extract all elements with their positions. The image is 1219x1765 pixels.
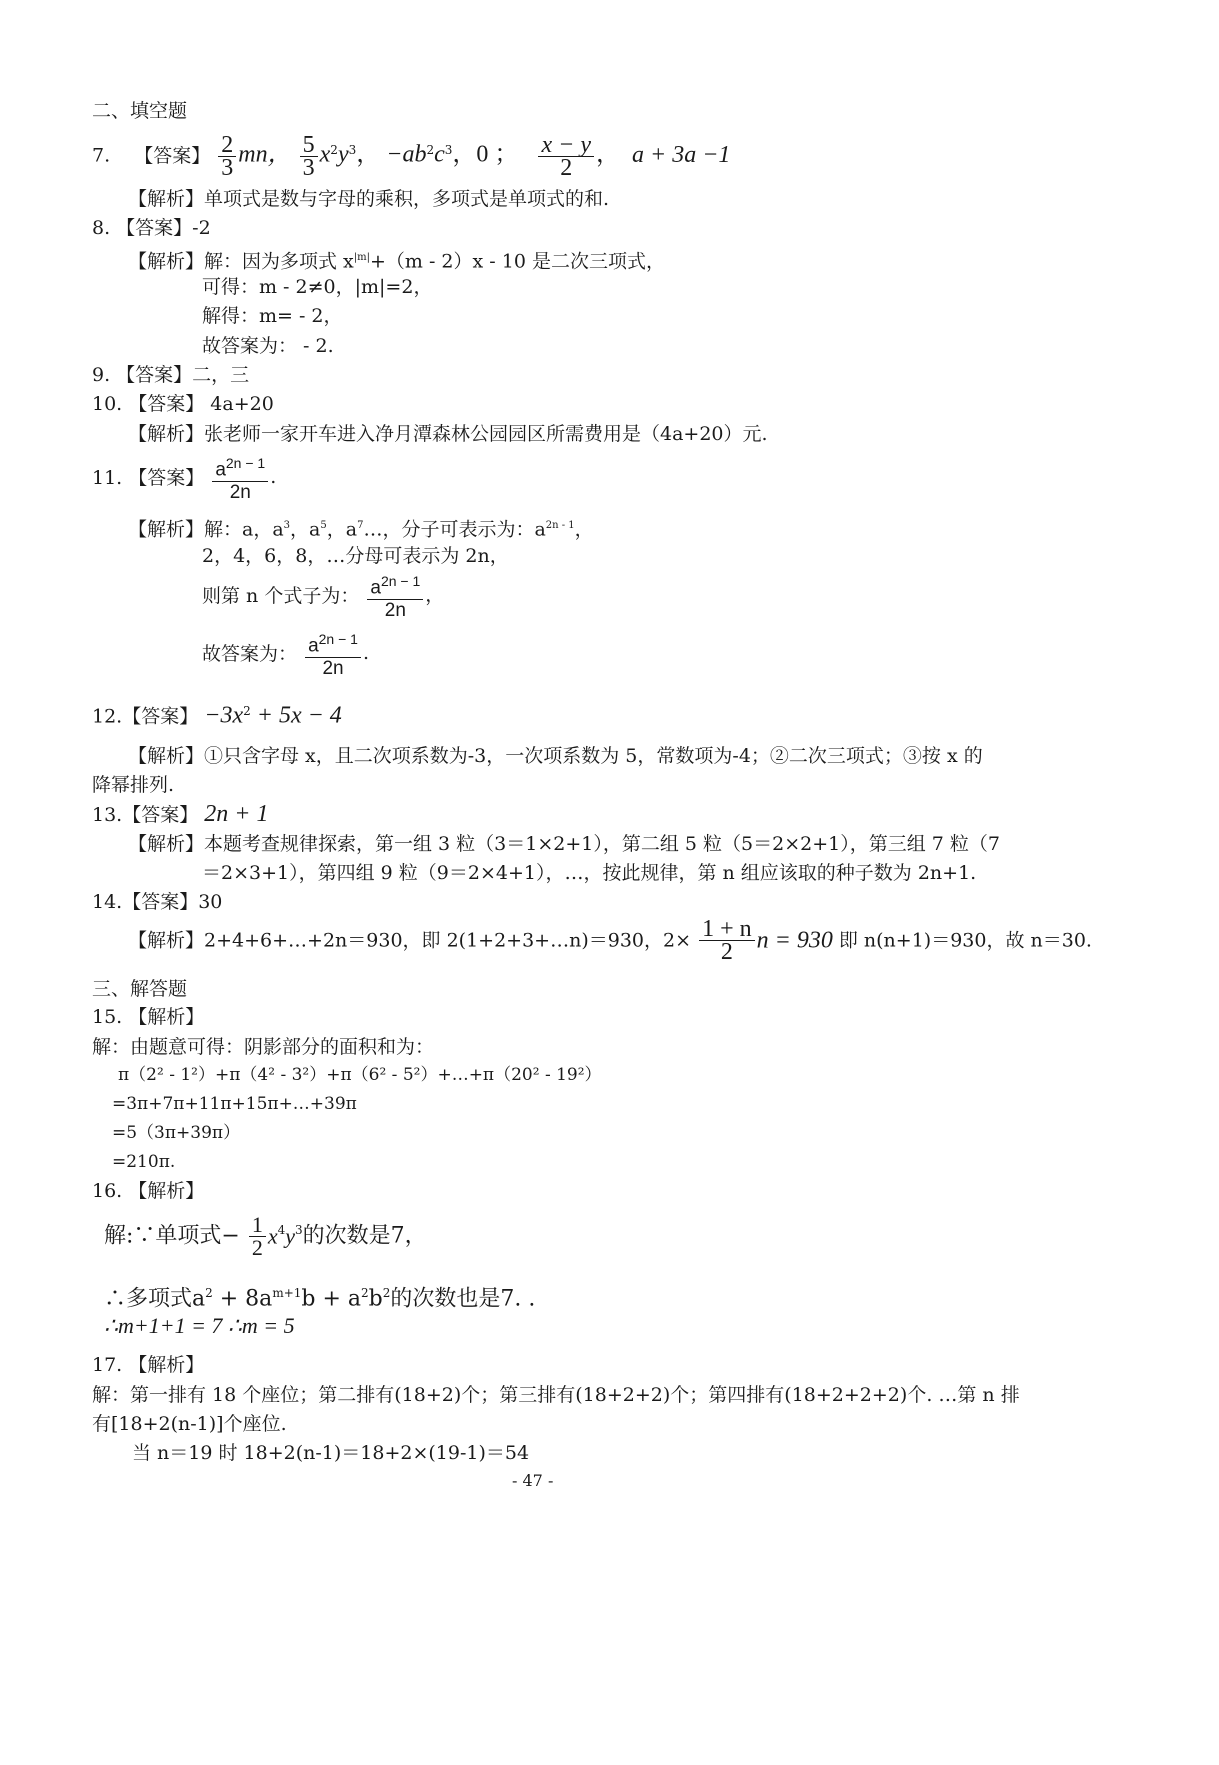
q11-answer-fraction: $\frac{a^{2n - 1}}{2n}$ [212, 452, 268, 504]
q7-fraction-2: $\frac{5}{3}$ [300, 134, 318, 179]
q7-fraction-3: $\frac{x - y}{2}$ [538, 134, 594, 179]
q10-answer: 10. 【答案】 4a+20 [92, 393, 274, 415]
q11-analysis-line-2: 2，4，6，8，…分母可表示为 2n， [202, 545, 509, 567]
q8-analysis-line-2: 可得：m - 2≠0，|m|=2， [202, 276, 433, 298]
section-heading-fill-blank: 二、填空题 [92, 100, 188, 122]
q12-answer-line: 12.【答案】 $-3x^2 + 5x - 4$ [92, 702, 342, 729]
q13-analysis-line-2: ＝2×3+1），第四组 9 粒（9＝2×4+1），…，按此规律，第 n 组应该取的种子数为 2n+1. [202, 862, 977, 884]
q7-number: 7. [92, 144, 111, 167]
q15-line-3: =3π+7π+11π+15π+…+39π [112, 1094, 357, 1114]
q17-line-3: 当 n＝19 时 18+2(n-1)＝18+2×(19-1)＝54 [132, 1442, 530, 1464]
q12-analysis-line-2: 降幂排列. [92, 774, 175, 796]
q7-tag: 【答案】 [134, 144, 211, 167]
q13-analysis-line-1: 【解析】本题考查规律探索，第一组 3 粒（3＝1×2+1），第二组 5 粒（5＝2×2+1），第三组 7 粒（7 [128, 833, 1000, 855]
q11-answer-line: 11. 【答案】 $\frac{a^{2n - 1}}{2n}$ . [92, 452, 276, 502]
q8-analysis-line-1: 【解析】解：因为多项式 $x^{|m|}+(m - 2)x - 10$ 是二次三项式， [128, 250, 665, 273]
q11-analysis-line-4: 故答案为： $\frac{a^{2n - 1}}{2n}$ . [202, 628, 369, 678]
q15-line-1: 解：由题意可得：阴影部分的面积和为： [92, 1036, 435, 1058]
q16-line-1: 解:∵单项式− $\frac{1}{2}$ $x^4y^3$的次数是7， [104, 1212, 427, 1260]
q16-fraction: $\frac{1}{2}$ [249, 1214, 266, 1259]
q11-fraction-final: $\frac{a^{2n - 1}}{2n}$ [305, 628, 361, 680]
q16-line-3: ∴m+1+1 = 7 ∴m = 5 [104, 1313, 295, 1338]
q17-line-1: 解：第一排有 18 个座位；第二排有(18+2)个；第三排有(18+2+2)个；第四排有(18+2+2+2)个. …第 n 排 [92, 1384, 1020, 1406]
q15-line-4: =5（3π+39π） [112, 1123, 241, 1143]
q8-analysis-line-4: 故答案为： - 2. [202, 335, 334, 357]
q16-line-2: ∴多项式$a^2 + 8a^{m+1}b + a^2b^2$的次数也是7. . [104, 1286, 536, 1312]
page-number: - 47 - [512, 1471, 554, 1490]
q17-line-2: 有[18+2(n-1)]个座位. [92, 1413, 287, 1435]
q13-answer-line: 13.【答案】 2n + 1 [92, 801, 269, 827]
q15-title: 15. 【解析】 [92, 1006, 205, 1028]
q7-fraction-1: $\frac{2}{3}$ [218, 134, 236, 179]
q10-analysis: 【解析】张老师一家开车进入净月潭森林公园园区所需费用是（4a+20）元. [128, 423, 768, 445]
q15-line-5: =210π. [112, 1152, 176, 1172]
q14-analysis-line: 【解析】2+4+6+…+2n＝930，即 2(1+2+3+…n)＝930，2× $\frac{1 + n}{2}$ n = 930 即 n(n+1)＝930，故 n＝30. [128, 916, 1092, 965]
q11-analysis-line-3: 则第 n 个式子为： $\frac{a^{2n - 1}}{2n}$ ， [202, 570, 444, 620]
q15-line-2: π（2² - 1²）+π（4² - 3²）+π（6² - 5²）+…+π（20² - 19²） [118, 1065, 602, 1085]
q7-analysis: 【解析】单项式是数与字母的乘积，多项式是单项式的和. [128, 188, 610, 210]
q7-answer-line: 7. 【答案】 $\frac{2}{3}$ mn， $\frac{5}{3}$ $x^2y^3$， $-ab^2c^3$，0 ； $\frac{x - y}{2}$ ， a + 3a −1 [92, 132, 731, 181]
q8-analysis-line-3: 解得：m= - 2， [202, 305, 343, 327]
q8-answer: 8. 【答案】-2 [92, 217, 211, 239]
q9-answer: 9. 【答案】二，三 [92, 364, 250, 386]
q17-title: 17. 【解析】 [92, 1354, 205, 1376]
section-heading-solve: 三、解答题 [92, 978, 188, 1000]
q12-analysis-line-1: 【解析】①只含字母 x，且二次项系数为-3，一次项系数为 5，常数项为-4；②二次三项式；③按 x 的 [128, 745, 983, 767]
q16-title: 16. 【解析】 [92, 1180, 205, 1202]
q11-analysis-line-1: 【解析】解：a，$a^3$，$a^5$，$a^7\dots$，分子可表示为：$a^{2n - 1}$， [128, 518, 594, 541]
q14-fraction: $\frac{1 + n}{2}$ [699, 918, 755, 963]
q11-fraction-nth: $\frac{a^{2n - 1}}{2n}$ [367, 570, 423, 622]
q14-answer: 14.【答案】30 [92, 891, 223, 913]
